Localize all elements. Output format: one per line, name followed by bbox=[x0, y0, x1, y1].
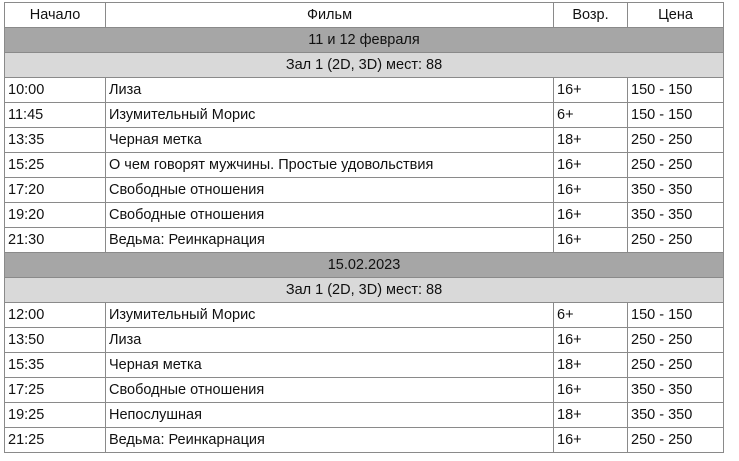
session-film: Ведьма: Реинкарнация bbox=[106, 428, 554, 453]
section-date: 11 и 12 февраля bbox=[5, 28, 724, 53]
schedule-body bbox=[5, 28, 724, 453]
table-row bbox=[5, 428, 724, 453]
session-time: 19:20 bbox=[5, 203, 106, 228]
session-time: 17:20 bbox=[5, 178, 106, 203]
session-age: 16+ bbox=[554, 153, 628, 178]
session-film: Свободные отношения bbox=[106, 378, 554, 403]
session-film: О чем говорят мужчины. Простые удовольствия bbox=[106, 153, 554, 178]
session-price: 250 - 250 bbox=[628, 353, 724, 378]
session-film: Свободные отношения bbox=[106, 203, 554, 228]
session-age: 16+ bbox=[554, 328, 628, 353]
session-age: 16+ bbox=[554, 178, 628, 203]
session-time: 21:30 bbox=[5, 228, 106, 253]
session-price: 350 - 350 bbox=[628, 403, 724, 428]
session-film: Изумительный Морис bbox=[106, 303, 554, 328]
session-price: 250 - 250 bbox=[628, 428, 724, 453]
session-age: 16+ bbox=[554, 228, 628, 253]
session-age: 16+ bbox=[554, 203, 628, 228]
header-row bbox=[5, 3, 724, 28]
session-film: Изумительный Морис bbox=[106, 103, 554, 128]
session-film: Ведьма: Реинкарнация bbox=[106, 228, 554, 253]
table-row bbox=[5, 128, 724, 153]
table-row bbox=[5, 78, 724, 103]
session-price: 250 - 250 bbox=[628, 228, 724, 253]
session-age: 18+ bbox=[554, 403, 628, 428]
table-row bbox=[5, 328, 724, 353]
session-price: 350 - 350 bbox=[628, 378, 724, 403]
table-row bbox=[5, 203, 724, 228]
session-time: 13:50 bbox=[5, 328, 106, 353]
table-row bbox=[5, 303, 724, 328]
section-hall: Зал 1 (2D, 3D) мест: 88 bbox=[5, 278, 724, 303]
session-time: 10:00 bbox=[5, 78, 106, 103]
session-film: Черная метка bbox=[106, 353, 554, 378]
header-start: Начало bbox=[5, 3, 106, 28]
session-age: 16+ bbox=[554, 78, 628, 103]
table-row bbox=[5, 153, 724, 178]
date-row bbox=[5, 253, 724, 278]
session-time: 19:25 bbox=[5, 403, 106, 428]
session-age: 18+ bbox=[554, 353, 628, 378]
session-price: 150 - 150 bbox=[628, 103, 724, 128]
session-time: 15:25 bbox=[5, 153, 106, 178]
table-row bbox=[5, 378, 724, 403]
session-age: 18+ bbox=[554, 128, 628, 153]
session-time: 17:25 bbox=[5, 378, 106, 403]
session-age: 16+ bbox=[554, 428, 628, 453]
section-date: 15.02.2023 bbox=[5, 253, 724, 278]
header-film: Фильм bbox=[106, 3, 554, 28]
session-film: Непослушная bbox=[106, 403, 554, 428]
session-age: 16+ bbox=[554, 378, 628, 403]
session-time: 21:25 bbox=[5, 428, 106, 453]
session-price: 250 - 250 bbox=[628, 328, 724, 353]
session-age: 6+ bbox=[554, 103, 628, 128]
session-time: 13:35 bbox=[5, 128, 106, 153]
table-row bbox=[5, 178, 724, 203]
table-row bbox=[5, 403, 724, 428]
hall-row bbox=[5, 278, 724, 303]
session-film: Лиза bbox=[106, 78, 554, 103]
session-price: 250 - 250 bbox=[628, 128, 724, 153]
date-row bbox=[5, 28, 724, 53]
session-age: 6+ bbox=[554, 303, 628, 328]
section-hall: Зал 1 (2D, 3D) мест: 88 bbox=[5, 53, 724, 78]
session-price: 150 - 150 bbox=[628, 78, 724, 103]
session-film: Черная метка bbox=[106, 128, 554, 153]
session-time: 12:00 bbox=[5, 303, 106, 328]
hall-row bbox=[5, 53, 724, 78]
session-time: 15:35 bbox=[5, 353, 106, 378]
header-price: Цена bbox=[628, 3, 724, 28]
session-price: 150 - 150 bbox=[628, 303, 724, 328]
session-time: 11:45 bbox=[5, 103, 106, 128]
schedule-table bbox=[4, 2, 724, 453]
header-age: Возр. bbox=[554, 3, 628, 28]
session-price: 250 - 250 bbox=[628, 153, 724, 178]
session-price: 350 - 350 bbox=[628, 178, 724, 203]
session-film: Лиза bbox=[106, 328, 554, 353]
table-row bbox=[5, 353, 724, 378]
table-row bbox=[5, 103, 724, 128]
session-film: Свободные отношения bbox=[106, 178, 554, 203]
table-row bbox=[5, 228, 724, 253]
session-price: 350 - 350 bbox=[628, 203, 724, 228]
